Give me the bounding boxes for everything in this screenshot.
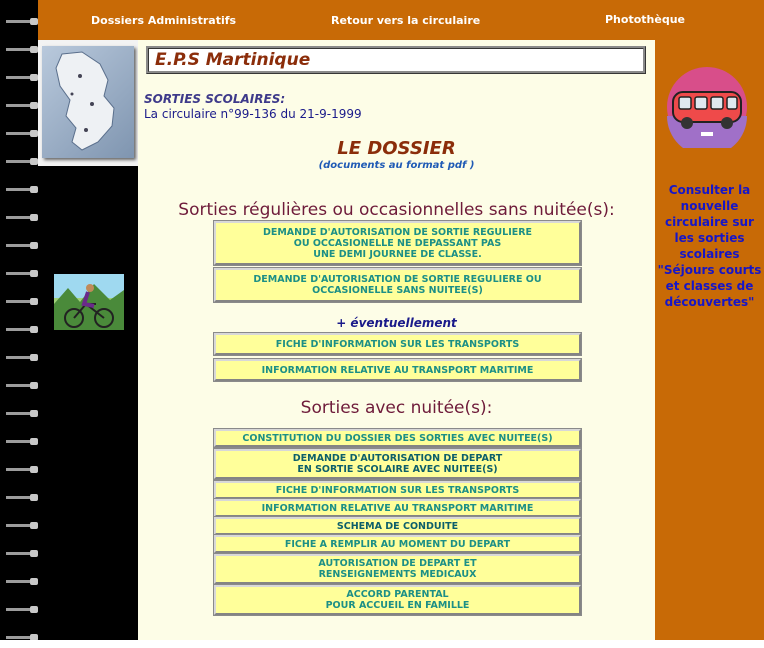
binding-ring [6, 494, 38, 500]
doc-button-label: FICHE D'INFORMATION SUR LES TRANSPORTS [275, 338, 520, 350]
binding-ring [6, 130, 38, 136]
nav-dossiers-administratifs[interactable]: Dossiers Administratifs [91, 14, 237, 27]
pdf-format-note: (documents au format pdf ) [318, 160, 475, 171]
binding-ring [6, 18, 38, 24]
optional-label: + éventuellement [336, 316, 457, 330]
doc-button-label: SCHEMA DE CONDUITE [336, 520, 459, 532]
binding-ring [6, 354, 38, 360]
spiral-binding [0, 0, 38, 648]
binding-ring [6, 214, 38, 220]
binding-ring [6, 578, 38, 584]
cyclist-icon [54, 274, 124, 330]
doc-button-label: ACCORD PARENTAL POUR ACCUEIL EN FAMILLE [325, 589, 470, 611]
doc-button-constitution-dossier[interactable] [214, 429, 581, 447]
binding-ring [6, 270, 38, 276]
doc-button-label: AUTORISATION DE DEPART ET RENSEIGNEMENTS MEDICAUX [318, 558, 477, 580]
binding-ring [6, 242, 38, 248]
doc-button-fiche-depart[interactable] [214, 535, 581, 553]
main-content [138, 40, 655, 640]
doc-button-sans-nuitee[interactable] [214, 268, 581, 302]
binding-ring [6, 410, 38, 416]
doc-button-schema-conduite[interactable] [214, 517, 581, 535]
right-column [655, 40, 764, 640]
binding-ring [6, 102, 38, 108]
doc-button-label: INFORMATION RELATIVE AU TRANSPORT MARITIME [261, 364, 534, 376]
binding-ring [6, 186, 38, 192]
bus-icon[interactable] [665, 66, 749, 148]
doc-button-label: DEMANDE D'AUTORISATION DE SORTIE REGULIERE OU OCCASIONELLE SANS NUITEE(S) [253, 274, 542, 296]
doc-button-fiche-transports-2[interactable] [214, 481, 581, 499]
binding-ring [6, 550, 38, 556]
binding-ring [6, 158, 38, 164]
doc-button-autorisation-depart[interactable] [214, 449, 581, 479]
binding-ring [6, 46, 38, 52]
dossier-title: LE DOSSIER [337, 138, 456, 159]
doc-button-transport-maritime[interactable] [214, 359, 581, 381]
section-sans-nuitee-heading: Sorties régulières ou occasionnelles sans nuitée(s): [178, 200, 615, 220]
doc-button-label: INFORMATION RELATIVE AU TRANSPORT MARITIME [261, 502, 534, 514]
left-column [38, 40, 138, 640]
binding-ring [6, 74, 38, 80]
doc-button-label: FICHE A REMPLIR AU MOMENT DU DEPART [284, 538, 511, 550]
binding-ring [6, 326, 38, 332]
circulaire-reference: La circulaire n°99-136 du 21-9-1999 [144, 107, 362, 121]
doc-button-label: DEMANDE D'AUTORISATION DE SORTIE REGULIERE OU OCCASIONELLE NE DEPASSANT PAS UNE DEMI JOURNEE DE CLASSE. [262, 226, 533, 260]
binding-ring [6, 438, 38, 444]
section-avec-nuitee-heading: Sorties avec nuitée(s): [300, 398, 493, 418]
top-nav-bar [38, 0, 764, 40]
doc-button-renseignements-medicaux[interactable] [214, 554, 581, 584]
nav-retour-circulaire[interactable]: Retour vers la circulaire [331, 14, 481, 27]
doc-button-transport-maritime-2[interactable] [214, 499, 581, 517]
binding-ring [6, 382, 38, 388]
doc-button-label: DEMANDE D'AUTORISATION DE DEPART EN SORTIE SCOLAIRE AVEC NUITEE(S) [292, 453, 503, 475]
doc-button-label: FICHE D'INFORMATION SUR LES TRANSPORTS [275, 484, 520, 496]
martinique-map-icon[interactable] [42, 46, 134, 158]
binding-ring [6, 466, 38, 472]
doc-button-demi-journee[interactable] [214, 221, 581, 265]
doc-button-fiche-transports[interactable] [214, 333, 581, 355]
doc-button-label: CONSTITUTION DU DOSSIER DES SORTIES AVEC NUITEE(S) [242, 432, 553, 444]
page-title: E.P.S Martinique [146, 46, 646, 74]
binding-ring [6, 522, 38, 528]
nav-phototheque[interactable]: Photothèque [605, 13, 685, 26]
sorties-heading: SORTIES SCOLAIRES: [144, 92, 286, 106]
doc-button-accord-parental[interactable] [214, 585, 581, 615]
consult-circulaire-link[interactable]: Consulter la nouvelle circulaire sur les sorties scolaires "Séjours courts et classes de découvertes" [657, 183, 762, 309]
binding-ring [6, 298, 38, 304]
binding-ring [6, 606, 38, 612]
bottom-strip [0, 640, 764, 648]
